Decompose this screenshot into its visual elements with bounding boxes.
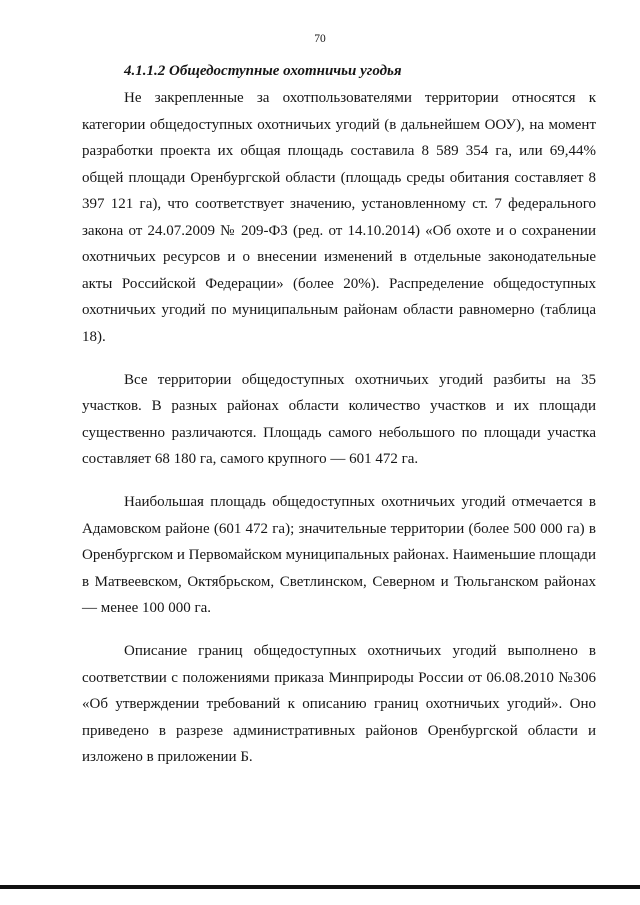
paragraph-2: Все территории общедоступных охотничьих угодий разбиты на 35 участков. В разных районах области количество участков и их площади существенно различаются. Площадь самого небольшого по площади участка составляет 68 180 га, самого крупного — 601 472 га. <box>82 371 596 467</box>
paragraph-3: Наибольшая площадь общедоступных охотничьих угодий отмечается в Адамовском районе (601 472 га); значительные территории (более 500 000 га) в Оренбургском и Первомайском муниципальных районах. Наименьшие площади в Матвеевском, Октябрьском, Светлинском, Северном и Тюльганском районах — менее 100 000 га. <box>82 494 596 616</box>
page-number: 70 <box>314 33 326 45</box>
bottom-divider <box>0 885 640 889</box>
paragraph-4: Описание границ общедоступных охотничьих угодий выполнено в соответствии с положениями приказа Минприроды России от 06.08.2010 №306 «Об утверждении требований к описанию границ охотничьих угодий». Оно приведено в разрезе административных районов Оренбургской области и изложено в приложении Б. <box>82 643 596 765</box>
section-heading: 4.1.1.2 Общедоступные охотничьи угодья <box>124 63 402 79</box>
body-text <box>82 85 596 787</box>
paragraph-1: Не закрепленные за охотпользователями территории относятся к категории общедоступных охотничьих угодий (в дальнейшем ООУ), на момент разработки проекта их общая площадь составила 8 589 354 га, или 69,44% общей площади Оренбургской области (площадь среды обитания составляет 8 397 121 га), что соответствует значению, установленному ст. 7 федерального закона от 24.07.2009 № 209-ФЗ (ред. от 14.10.2014) «Об охоте и о сохранении охотничьих ресурсов и о внесении изменений в отдельные законодательные акты Российской Федерации» (более 20%). Распределение общедоступных охотничьих угодий по муниципальным районам области равномерно (таблица 18). <box>82 90 596 345</box>
